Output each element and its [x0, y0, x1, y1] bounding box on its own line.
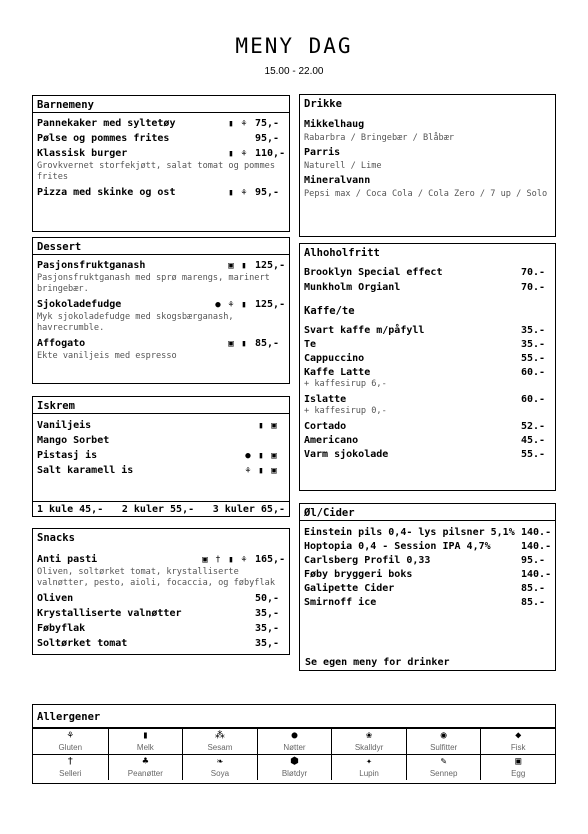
section-title: Allergener — [33, 705, 555, 728]
item-name: Pizza med skinke og ost — [37, 187, 176, 198]
gluten-icon: ⚘ — [228, 299, 234, 310]
item-price: 70.- — [521, 282, 546, 293]
item-price: 95.- — [521, 554, 546, 566]
allergen-notter — [257, 728, 332, 754]
selleri-icon: † — [67, 756, 74, 767]
item-price: 45.- — [521, 434, 546, 446]
section-title: Snacks — [37, 532, 75, 544]
menu-item — [304, 323, 551, 337]
item-description: Ekte vaniljeis med espresso — [37, 351, 177, 361]
item-name: Munkholm Orgianl — [304, 282, 401, 293]
melk-icon: ▮ — [241, 338, 247, 349]
fisk-icon: ◆ — [515, 730, 522, 741]
menu-item — [37, 591, 285, 606]
item-price: 35.- — [521, 324, 546, 336]
melk-icon: ▮ — [258, 465, 264, 476]
item-name: Cortado — [304, 420, 347, 432]
allergen-gluten — [33, 728, 108, 754]
egg-icon: ▣ — [515, 756, 522, 767]
allergen-sennep — [406, 754, 481, 780]
item-price: 60.- — [521, 366, 546, 378]
opening-hours: 15.00 - 22.00 — [264, 66, 324, 77]
allergen-legend — [33, 728, 555, 780]
peanotter-icon: ♣ — [142, 756, 149, 767]
item-price: 60.- — [521, 393, 546, 405]
menu-item — [37, 418, 285, 433]
item-price: 35,- — [255, 608, 280, 619]
item-price: 75,- — [255, 118, 280, 129]
menu-item — [37, 433, 285, 448]
menu-item — [37, 131, 285, 146]
notter-icon: ● — [245, 450, 251, 461]
allergen-icons — [243, 466, 279, 476]
egg-icon: ▣ — [271, 420, 277, 431]
allergen-label: Gluten — [58, 743, 83, 752]
allergen-lupin — [331, 754, 406, 780]
melk-icon: ▮ — [228, 148, 234, 159]
drink-description: Naturell / Lime — [304, 161, 382, 171]
melk-icon: ▮ — [258, 420, 264, 431]
allergen-fisk — [480, 728, 555, 754]
item-description: Grovkvernet storfekjøtt, salat tomat og pommes frites — [37, 161, 275, 182]
item-name: Pølse og pommes frites — [37, 133, 170, 144]
kaffe-title: Kaffe/te — [304, 305, 355, 317]
menu-item — [304, 447, 551, 461]
egg-icon: ▣ — [271, 465, 277, 476]
item-price: 95,- — [255, 133, 280, 144]
item-price: 110,- — [255, 148, 286, 159]
item-name: Svart kaffe m/påfyll — [304, 324, 425, 336]
item-name: Varm sjokolade — [304, 448, 389, 460]
allergen-selleri — [33, 754, 108, 780]
item-name: Oliven — [37, 593, 74, 604]
item-price: 140.- — [521, 526, 552, 538]
melk-icon: ▮ — [228, 118, 234, 129]
blotdyr-icon: ⬢ — [290, 756, 299, 767]
item-description: + kaffesirup 0,- — [304, 406, 387, 416]
menu-item — [37, 297, 285, 312]
allergen-label: Nøtter — [283, 743, 306, 752]
menu-item — [37, 185, 285, 200]
menu-item — [304, 553, 551, 567]
item-description: + kaffesirup 6,- — [304, 379, 387, 389]
melk-icon: ▮ — [241, 260, 247, 271]
item-price: 85.- — [521, 596, 546, 608]
menu-item — [304, 581, 551, 595]
drink-name: Mikkelhaug — [304, 119, 365, 130]
allergen-soya — [182, 754, 257, 780]
drink-name: Parris — [304, 147, 341, 158]
menu-item — [37, 463, 285, 478]
item-price: 85,- — [255, 338, 280, 349]
allergen-icons — [226, 119, 249, 129]
item-name: Sjokoladefudge — [37, 299, 122, 310]
allergen-peanotter — [108, 754, 183, 780]
allergen-label: Melk — [136, 743, 154, 752]
selleri-icon: † — [215, 554, 221, 565]
item-name: Einstein pils 0,4- lys pilsner 5,1% — [304, 526, 515, 538]
scoop-prices — [33, 501, 289, 516]
allergen-label: Sulfitter — [430, 743, 458, 752]
drinks-note: Se egen meny for drinker — [305, 657, 450, 668]
melk-icon: ▮ — [228, 187, 234, 198]
item-price: 125,- — [255, 299, 286, 310]
notter-icon: ● — [215, 299, 221, 310]
allergen-icons — [226, 188, 249, 198]
item-name: Anti pasti — [37, 554, 98, 565]
sennep-icon: ✎ — [440, 756, 447, 767]
allergen-skalldyr — [331, 728, 406, 754]
item-name: Islatte — [304, 393, 347, 405]
section-barnemeny — [32, 95, 290, 232]
gluten-icon: ⚘ — [67, 730, 74, 741]
menu-item — [37, 146, 285, 161]
sulfitter-icon: ◉ — [440, 730, 447, 741]
soya-icon: ❧ — [216, 756, 223, 767]
section-alkoholfritt — [299, 243, 556, 491]
section-iskrem — [32, 396, 290, 517]
menu-item — [304, 525, 551, 539]
menu-item — [304, 392, 551, 406]
menu-item — [304, 280, 551, 295]
item-price: 165,- — [255, 554, 286, 565]
allergen-sulfitter — [406, 728, 481, 754]
menu-item — [304, 539, 551, 553]
section-allergener — [32, 704, 556, 784]
menu-item — [304, 265, 551, 280]
gluten-icon: ⚘ — [241, 554, 247, 565]
item-name: Soltørket tomat — [37, 638, 128, 649]
drink-name: Mineralvann — [304, 175, 371, 186]
item-price: 35,- — [255, 638, 280, 649]
allergen-icons — [213, 300, 249, 310]
item-name: Brooklyn Special effect — [304, 267, 443, 278]
item-name: Americano — [304, 434, 359, 446]
item-price: 55.- — [521, 352, 546, 364]
menu-item — [37, 621, 285, 636]
item-price: 35.- — [521, 338, 546, 350]
menu-item — [37, 606, 285, 621]
item-name: Klassisk burger — [37, 148, 128, 159]
egg-icon: ▣ — [271, 450, 277, 461]
menu-item — [304, 419, 551, 433]
lupin-icon: ✦ — [366, 756, 373, 767]
sesam-icon: ⁂ — [214, 730, 225, 741]
allergen-label: Skalldyr — [354, 743, 384, 752]
item-name: Mango Sorbet — [37, 435, 110, 446]
menu-item — [304, 567, 551, 581]
menu-item — [304, 595, 551, 609]
melk-icon: ▮ — [241, 299, 247, 310]
item-name: Affogato — [37, 338, 86, 349]
item-description: Oliven, soltørket tomat, krystalliserte valnøtter, pesto, aioli, focaccia, og føbyflak — [37, 567, 275, 588]
menu-item — [304, 365, 551, 379]
item-name: Cappuccino — [304, 352, 365, 364]
allergen-label: Bløtdyr — [281, 769, 308, 778]
section-ol-cider — [299, 503, 556, 671]
item-price: 95,- — [255, 187, 280, 198]
allergen-label: Soya — [210, 769, 230, 778]
menu-item — [37, 116, 285, 131]
menu-item — [304, 433, 551, 447]
item-name: Smirnoff ice — [304, 596, 377, 608]
item-name: Pistasj is — [37, 450, 98, 461]
item-price: 52.- — [521, 420, 546, 432]
section-title: Alhoholfritt — [304, 247, 380, 259]
gluten-icon: ⚘ — [241, 148, 247, 159]
menu-item — [37, 552, 285, 567]
item-name: Salt karamell is — [37, 465, 134, 476]
price-1-kule: 1 kule 45,- — [37, 503, 104, 515]
section-title: Dessert — [33, 238, 289, 255]
egg-icon: ▣ — [228, 260, 234, 271]
allergen-icons — [243, 451, 279, 461]
gluten-icon: ⚘ — [241, 118, 247, 129]
menu-item — [304, 351, 551, 365]
item-description: Myk sjokoladefudge med skogsbærganash, havrecrumble. — [37, 312, 234, 333]
item-price: 35,- — [255, 623, 280, 634]
allergen-icons — [200, 555, 249, 565]
allergen-label: Egg — [511, 769, 526, 778]
item-name: Te — [304, 338, 317, 350]
egg-icon: ▣ — [202, 554, 208, 565]
section-title: Øl/Cider — [300, 504, 555, 521]
allergen-blotdyr — [257, 754, 332, 780]
allergen-label: Sennep — [429, 769, 458, 778]
gluten-icon: ⚘ — [241, 187, 247, 198]
allergen-icons — [226, 261, 249, 271]
melk-icon: ▮ — [228, 554, 234, 565]
price-3-kuler: 3 kuler 65,- — [212, 503, 285, 515]
item-price: 50,- — [255, 593, 280, 604]
drink-description: Pepsi max / Coca Cola / Cola Zero / 7 up / Solo — [304, 189, 548, 199]
menu-item — [304, 337, 551, 351]
menu-item — [37, 258, 285, 273]
allergen-sesam — [182, 728, 257, 754]
item-name: Hoptopia 0,4 - Session IPA 4,7% — [304, 540, 491, 552]
item-description: Pasjonsfruktganash med sprø marengs, marinert bringebær. — [37, 273, 270, 294]
item-name: Pannekaker med syltetøy — [37, 118, 176, 129]
egg-icon: ▣ — [228, 338, 234, 349]
allergen-label: Fisk — [510, 743, 526, 752]
allergen-label: Selleri — [59, 769, 82, 778]
item-name: Føby bryggeri boks — [304, 568, 413, 580]
item-name: Kaffe Latte — [304, 366, 371, 378]
item-price: 85.- — [521, 582, 546, 594]
notter-icon: ● — [291, 730, 298, 741]
allergen-egg — [480, 754, 555, 780]
item-price: 125,- — [255, 260, 286, 271]
allergen-label: Sesam — [207, 743, 233, 752]
item-name: Krystalliserte valnøtter — [37, 608, 182, 619]
section-title: Drikke — [304, 98, 342, 110]
section-title: Iskrem — [33, 397, 289, 414]
menu-item — [37, 336, 285, 351]
section-dessert — [32, 237, 290, 384]
section-title: Barnemeny — [33, 96, 289, 113]
drink-description: Rabarbra / Bringebær / Blåbær — [304, 133, 455, 143]
allergen-icons — [226, 339, 249, 349]
allergen-icons — [226, 149, 249, 159]
item-name: Pasjonsfruktganash — [37, 260, 146, 271]
allergen-melk — [108, 728, 183, 754]
item-price: 70.- — [521, 267, 546, 278]
section-snacks — [32, 528, 290, 655]
allergen-label: Lupin — [359, 769, 379, 778]
allergen-icons — [256, 421, 279, 431]
item-price: 55.- — [521, 448, 546, 460]
melk-icon: ▮ — [258, 450, 264, 461]
allergen-label: Peanøtter — [127, 769, 163, 778]
item-price: 140.- — [521, 568, 552, 580]
item-name: Galipette Cider — [304, 582, 395, 594]
melk-icon: ▮ — [142, 730, 149, 741]
price-2-kuler: 2 kuler 55,- — [121, 503, 195, 515]
item-name: Føbyflak — [37, 623, 86, 634]
menu-title: MENY DAG — [235, 34, 353, 58]
section-drikke — [299, 94, 556, 237]
skalldyr-icon: ❀ — [366, 730, 373, 741]
item-name: Carlsberg Profil 0,33 — [304, 554, 431, 566]
gluten-icon: ⚘ — [245, 465, 251, 476]
item-price: 140.- — [521, 540, 552, 552]
menu-item — [37, 448, 285, 463]
item-name: Vaniljeis — [37, 420, 92, 431]
menu-item — [37, 636, 285, 651]
